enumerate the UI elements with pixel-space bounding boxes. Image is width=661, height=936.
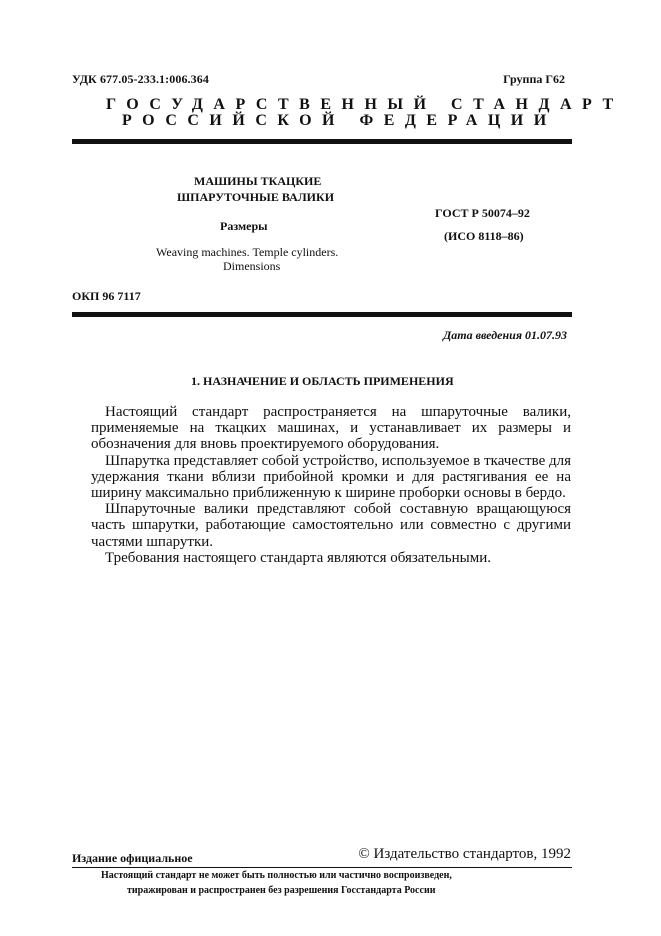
okp-code: ОКП 96 7117	[72, 289, 141, 303]
reproduction-notice-line-1: Настоящий стандарт не может быть полностью или частично воспроизведен,	[101, 870, 452, 881]
english-title-line-2: Dimensions	[223, 259, 281, 273]
official-edition-label: Издание официальное	[72, 851, 193, 865]
udc-code: УДК 677.05-233.1:006.364	[72, 72, 209, 86]
paragraph-1: Настоящий стандарт распространяется на шпаруточные валики, применяемые на ткацких машинах, и устанавливает их размеры и обозначения для вновь проектируемого оборудования.	[91, 404, 571, 453]
paragraph-4: Требования настоящего стандарта являются обязательными.	[105, 549, 491, 566]
paragraph-2: Шпарутка представляет собой устройство, используемое в ткачестве для удержания ткани вблизи прибойной кромки и для растягивания ее на ширину максимально приближенную к ширине проборки основы в бердо.	[91, 452, 571, 502]
group-code: Группа Г62	[503, 72, 565, 86]
footer-divider	[72, 867, 572, 868]
top-divider	[72, 139, 572, 144]
paragraph-3: Шпаруточные валики представляют собой составную вращающуюся часть шпарутки, работающие самостоятельно или совместно с другими частями шпарутки.	[91, 501, 571, 550]
introduction-date: Дата введения 01.07.93	[443, 328, 567, 342]
copyright-notice: © Издательство стандартов, 1992	[358, 846, 571, 862]
state-standard-heading-line-1: ГОСУДАРСТВЕННЫЙ СТАНДАРТ	[106, 96, 624, 113]
document-subtitle: Размеры	[220, 219, 268, 233]
state-standard-heading-line-2: РОССИЙСКОЙ ФЕДЕРАЦИИ	[122, 112, 557, 129]
section-body	[91, 404, 571, 566]
reproduction-notice-line-2: тиражирован и распространен без разрешения Госстандарта России	[127, 885, 436, 896]
document-title-line-2: ШПАРУТОЧНЫЕ ВАЛИКИ	[177, 190, 335, 204]
english-title-line-1: Weaving machines. Temple cylinders.	[156, 245, 339, 259]
document-title-line-1: МАШИНЫ ТКАЦКИЕ	[194, 174, 322, 188]
section-title: 1. НАЗНАЧЕНИЕ И ОБЛАСТЬ ПРИМЕНЕНИЯ	[191, 374, 454, 388]
iso-reference: (ИСО 8118–86)	[444, 229, 524, 243]
middle-divider-thin	[72, 316, 572, 317]
gost-number: ГОСТ Р 50074–92	[435, 206, 530, 220]
